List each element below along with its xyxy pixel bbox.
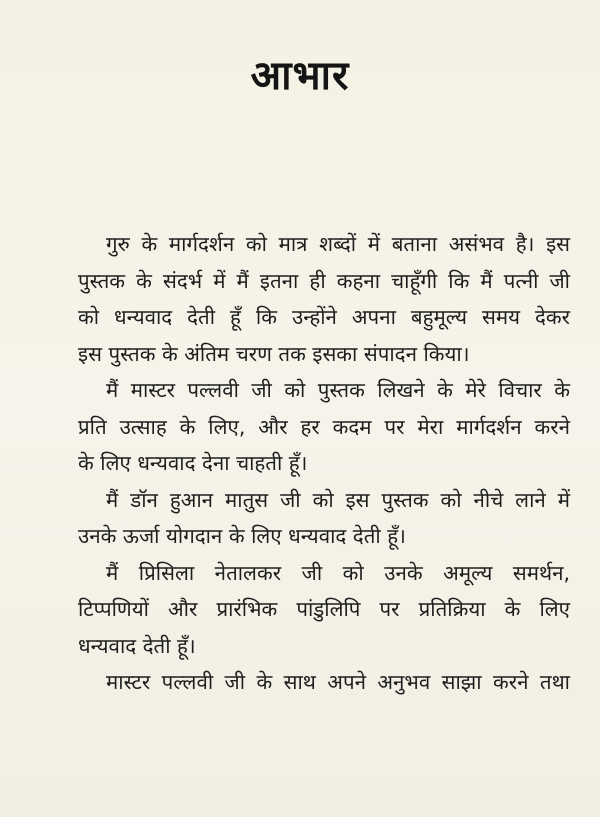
paragraph-4-line-3: धन्यवाद देती हूँ। [78,633,196,658]
paragraph-5 [48,664,570,701]
paragraph-1-line-2: पुस्तक के संदर्भ में मैं इतना ही कहना चाहूँगी कि मैं पत्नी जी [78,268,570,293]
page-title: आभार [250,53,350,99]
paragraph-2-line-2: प्रति उत्साह के लिए, और हर कदम पर मेरा मार्गदर्शन करने [78,414,570,439]
paragraph-4-line-2: टिप्पणियों और प्रारंभिक पांडुलिपि पर प्रतिक्रिया के लिए [78,597,570,621]
paragraph-2 [48,372,570,482]
paragraph-3 [48,482,570,555]
paragraph-3-line-2: उनके ऊर्जा योगदान के लिए धन्यवाद देती हूँ। [78,524,406,548]
paragraph-1-line-3: को धन्यवाद देती हूँ कि उन्होंने अपना बहुमूल्य समय देकर [78,305,570,329]
acknowledgement-body [48,226,570,701]
paragraph-1 [48,226,570,372]
paragraph-1-line-1: गुरु के मार्गदर्शन को मात्र शब्दों में बताना असंभव है। इस [106,232,570,256]
paragraph-2-line-1: मैं मास्टर पल्लवी जी को पुस्तक लिखने के मेरे विचार के [106,378,570,402]
paragraph-1-line-4: इस पुस्तक के अंतिम चरण तक इसका संपादन किया। [78,341,470,366]
paragraph-2-line-3: के लिए धन्यवाद देना चाहती हूँ। [78,451,308,475]
paragraph-4 [48,555,570,665]
paragraph-3-line-1: मैं डॉन हुआन मातुस जी को इस पुस्तक को नीचे लाने में [106,487,570,512]
paragraph-5-line-1: मास्टर पल्लवी जी के साथ अपने अनुभव साझा करने तथा [106,670,570,694]
paragraph-4-line-1: मैं प्रिसिला नेतालकर जी को उनके अमूल्य समर्थन, [106,560,570,585]
